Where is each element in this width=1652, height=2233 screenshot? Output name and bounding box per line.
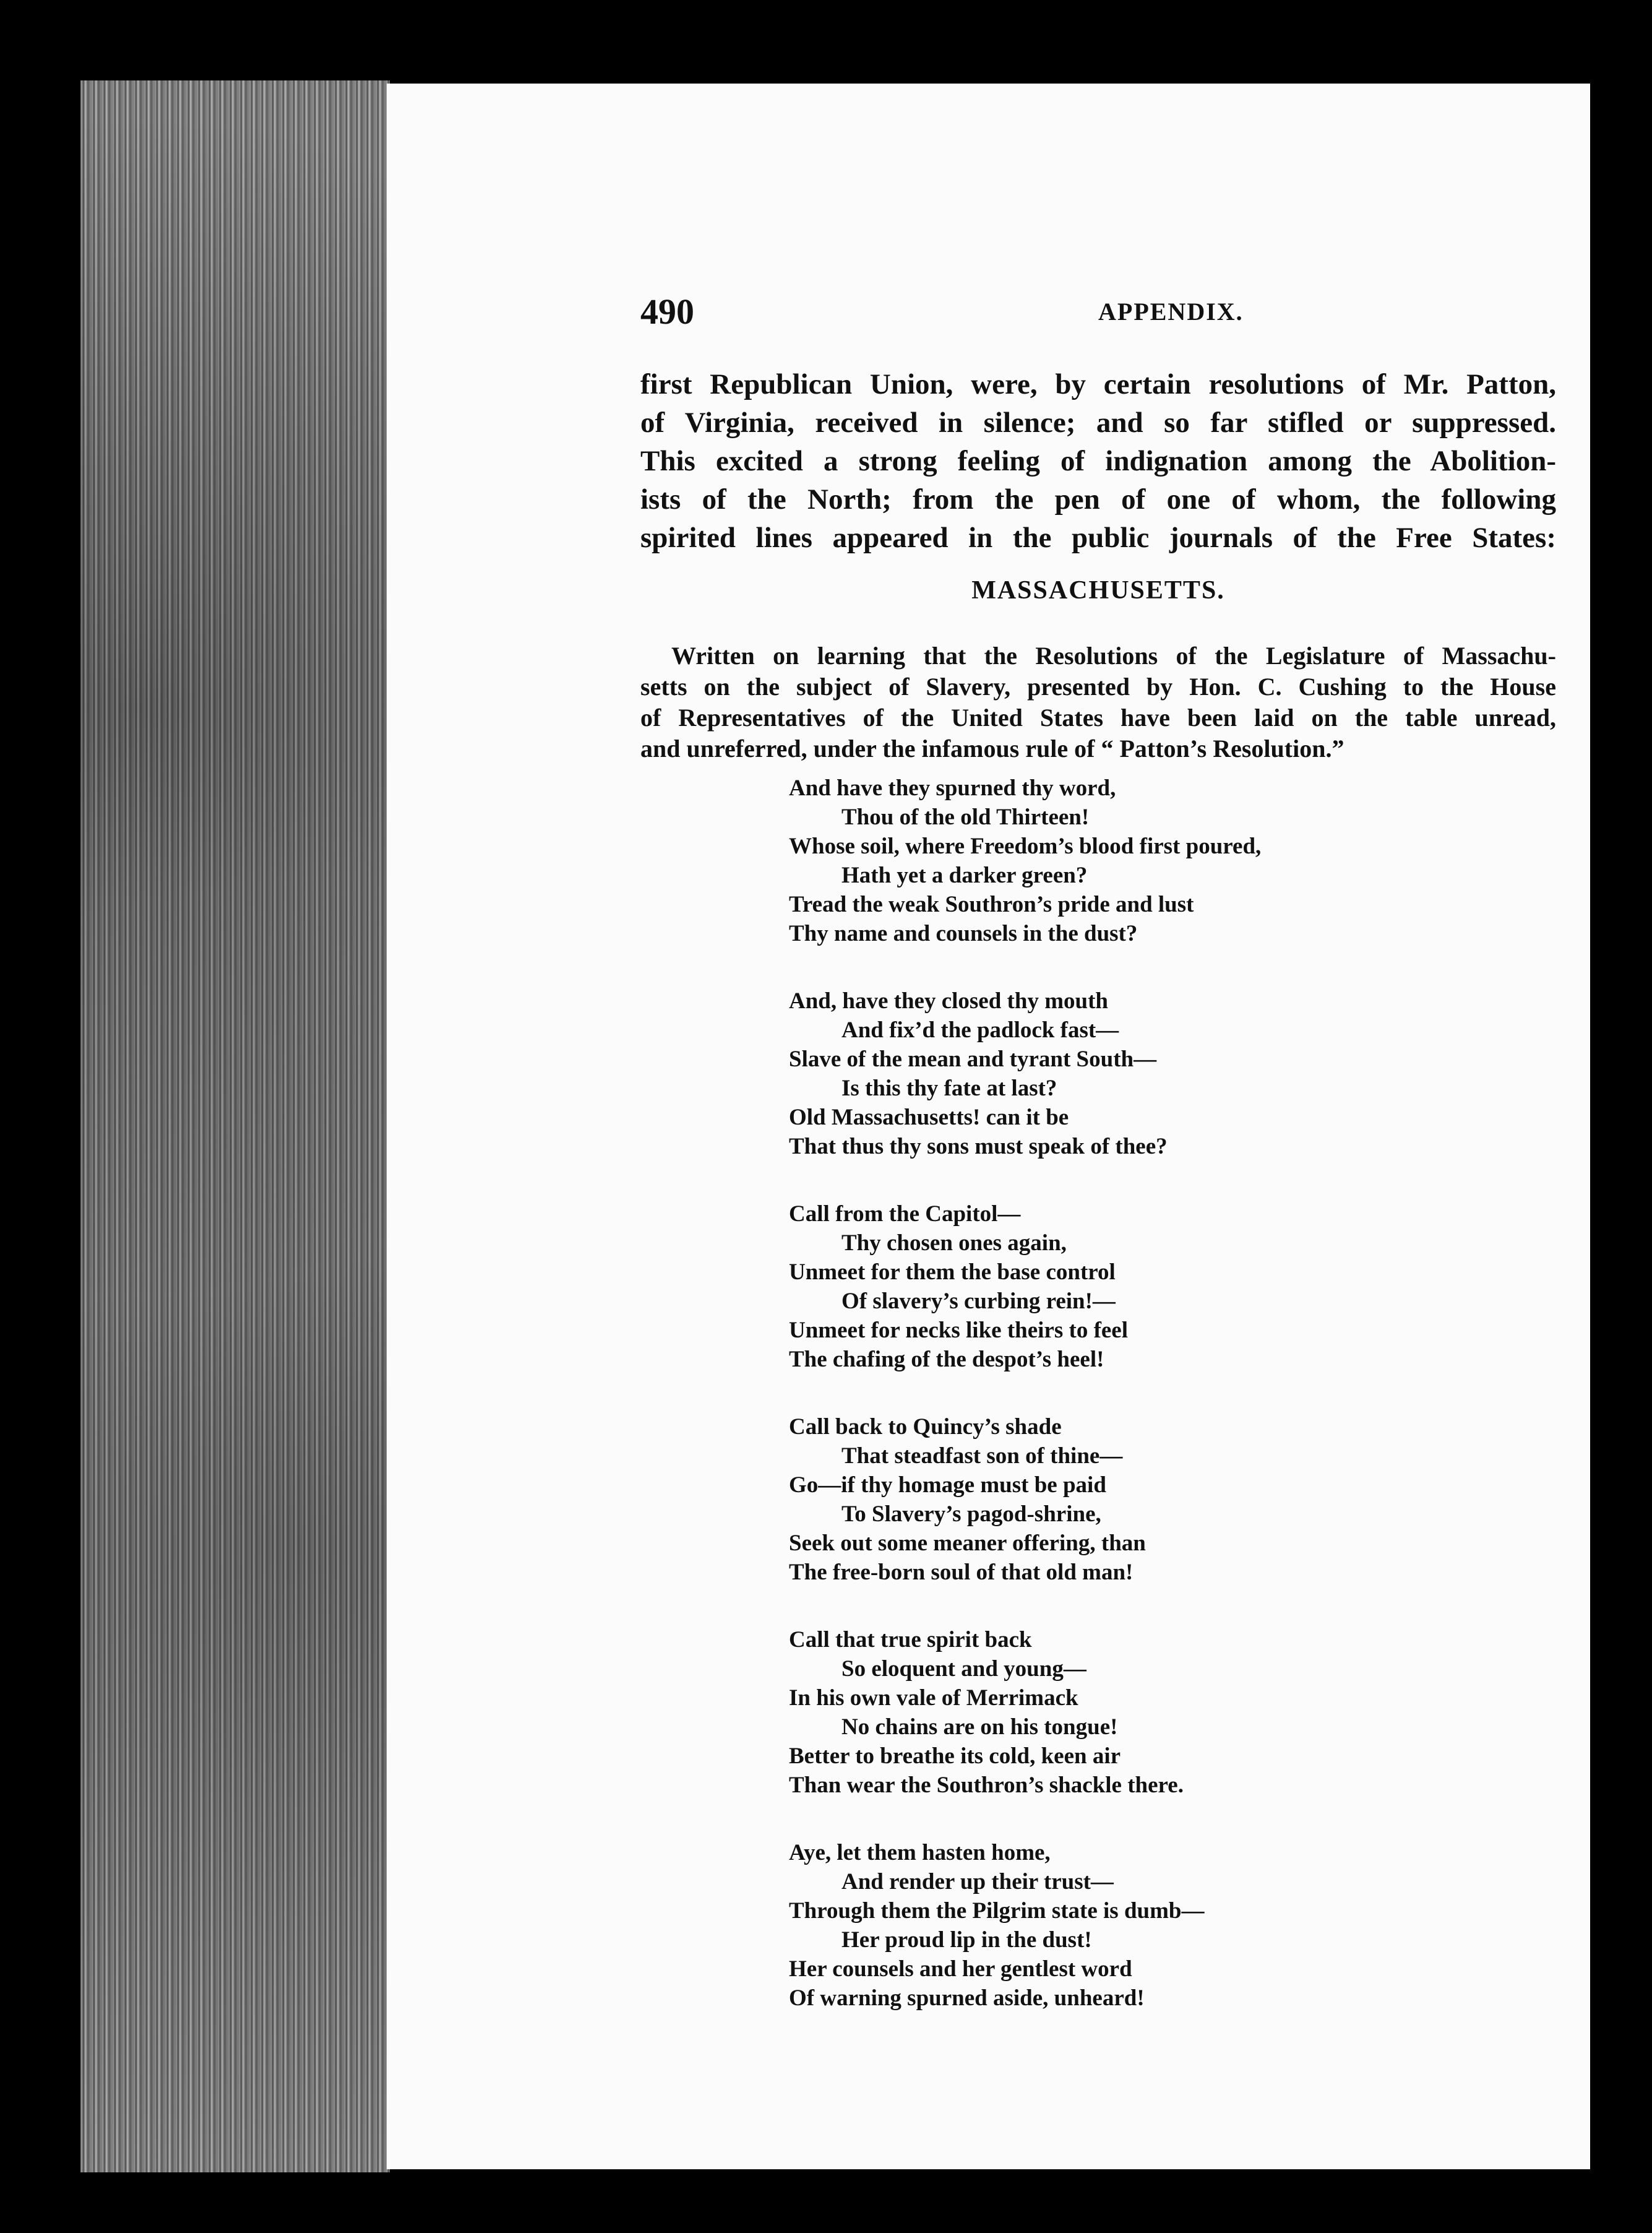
verse-line: Her counsels and her gentlest word [789, 1956, 1132, 1982]
verse-line: So eloquent and young— [841, 1656, 1086, 1682]
verse-line: The free-born soul of that old man! [789, 1560, 1134, 1585]
intro-line: of Virginia, received in silence; and so far stifled or suppressed. [640, 407, 1556, 439]
verse-line: The chafing of the despot’s heel! [789, 1347, 1104, 1372]
verse-line: That steadfast son of thine— [841, 1443, 1123, 1469]
headnote-line: setts on the subject of Slavery, presented by Hon. C. Cushing to the House [640, 673, 1556, 701]
intro-paragraph [640, 365, 1556, 557]
running-head: APPENDIX. [1098, 298, 1244, 326]
verse-line: Go—if thy homage must be paid [789, 1472, 1106, 1498]
headnote-line: and unreferred, under the infamous rule of “ Patton’s Resolution.” [640, 735, 1344, 762]
verse-line: Call that true spirit back [789, 1627, 1032, 1652]
stanza-4 [789, 1412, 1469, 1587]
stanza-5 [789, 1625, 1469, 1800]
verse-line: Hath yet a darker green? [841, 863, 1088, 888]
verse-line: Whose soil, where Freedom’s blood first poured, [789, 834, 1262, 859]
verse-line: To Slavery’s pagod-shrine, [841, 1501, 1101, 1527]
verse-line: And, have they closed thy mouth [789, 988, 1108, 1014]
poem-body [789, 774, 1469, 2051]
headnote-line: of Representatives of the United States have been laid on the table unread, [640, 704, 1556, 732]
verse-line: Than wear the Southron’s shackle there. [789, 1773, 1184, 1798]
verse-line: Unmeet for necks like theirs to feel [789, 1318, 1129, 1343]
verse-line: That thus thy sons must speak of thee? [789, 1134, 1168, 1159]
verse-line: Unmeet for them the base control [789, 1259, 1116, 1285]
verse-line: Call back to Quincy’s shade [789, 1414, 1062, 1440]
intro-line: ists of the North; from the pen of one of whom, the following [640, 483, 1556, 516]
verse-line: Slave of the mean and tyrant South— [789, 1047, 1157, 1072]
verse-line: Aye, let them hasten home, [789, 1840, 1051, 1865]
verse-line: Through them the Pilgrim state is dumb— [789, 1898, 1205, 1924]
stanza-2 [789, 987, 1469, 1161]
headnote-line: Written on learning that the Resolutions of the Legislature of Massachu- [671, 642, 1556, 670]
verse-line: Call from the Capitol— [789, 1201, 1021, 1227]
page-header [640, 291, 1599, 340]
intro-line: This excited a strong feeling of indignation among the Abolition- [640, 445, 1556, 477]
stanza-6 [789, 1838, 1469, 2013]
verse-line: Better to breathe its cold, keen air [789, 1743, 1121, 1769]
verse-line: Thou of the old Thirteen! [841, 805, 1090, 830]
book-page-edges [80, 80, 390, 2172]
intro-line: first Republican Union, were, by certain resolutions of Mr. Patton, [640, 368, 1556, 400]
verse-line: Of slavery’s curbing rein!— [841, 1289, 1116, 1314]
verse-line: In his own vale of Merrimack [789, 1685, 1078, 1711]
poem-title: MASSACHUSETTS. [971, 576, 1225, 605]
book-page [387, 84, 1590, 2169]
poem-headnote [640, 641, 1556, 764]
verse-line: Thy name and counsels in the dust? [789, 921, 1138, 946]
page-number: 490 [640, 292, 694, 332]
stanza-1 [789, 774, 1469, 948]
verse-line: Old Massachusetts! can it be [789, 1105, 1069, 1130]
verse-line: And fix’d the padlock fast— [841, 1017, 1119, 1043]
verse-line: And have they spurned thy word, [789, 775, 1116, 801]
verse-line: And render up their trust— [841, 1869, 1114, 1894]
intro-line: spirited lines appeared in the public journals of the Free States: [640, 522, 1556, 554]
verse-line: No chains are on his tongue! [841, 1714, 1118, 1740]
verse-line: Her proud lip in the dust! [841, 1927, 1092, 1953]
stanza-3 [789, 1199, 1469, 1374]
verse-line: Of warning spurned aside, unheard! [789, 1985, 1145, 2011]
verse-line: Tread the weak Southron’s pride and lust [789, 892, 1194, 917]
verse-line: Seek out some meaner offering, than [789, 1531, 1146, 1556]
verse-line: Is this thy fate at last? [841, 1076, 1057, 1101]
verse-line: Thy chosen ones again, [841, 1230, 1067, 1256]
